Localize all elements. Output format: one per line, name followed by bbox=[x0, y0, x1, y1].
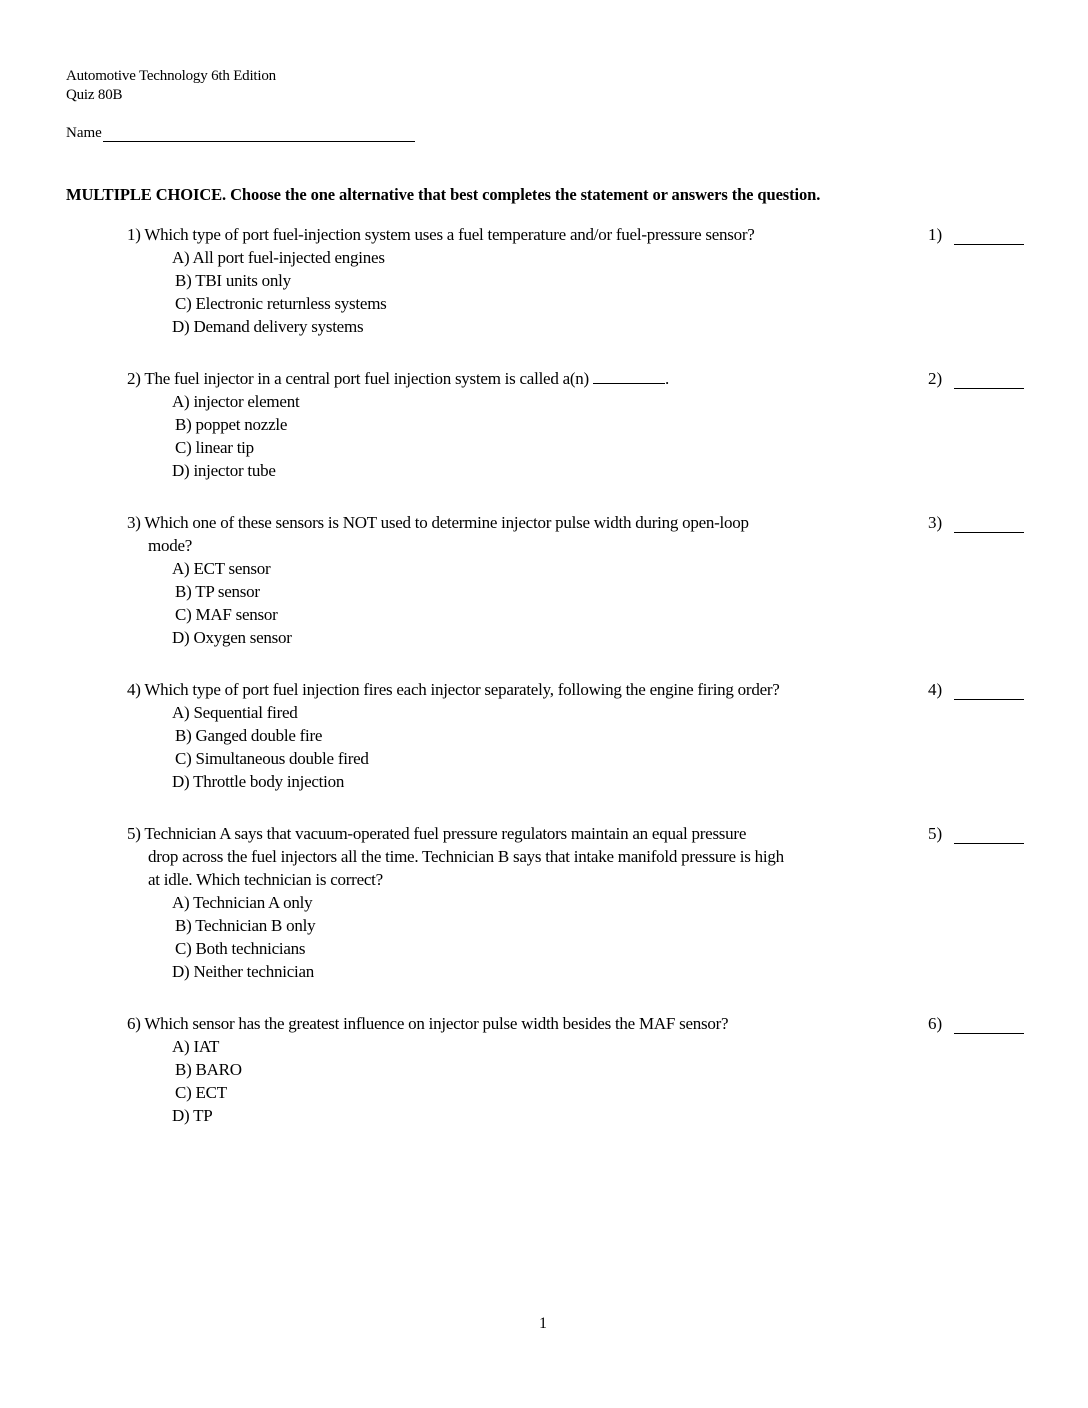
document-title: Automotive Technology 6th Edition bbox=[66, 68, 276, 84]
choice-a: A) Technician A only bbox=[172, 893, 313, 912]
question-stem bbox=[127, 367, 917, 390]
choice-d: D) Demand delivery systems bbox=[172, 317, 364, 336]
name-field bbox=[66, 125, 415, 142]
choice-a: A) IAT bbox=[172, 1037, 220, 1056]
instructions: MULTIPLE CHOICE. Choose the one alternative that best completes the statement or answers the question. bbox=[66, 185, 821, 204]
choice-a: A) ECT sensor bbox=[172, 559, 271, 578]
answer-label: 3) bbox=[928, 513, 943, 532]
choice-b: B) TP sensor bbox=[175, 582, 260, 601]
answer-blank[interactable] bbox=[954, 515, 1024, 533]
name-label: Name bbox=[66, 125, 102, 141]
question-stem-continued: at idle. Which technician is correct? bbox=[148, 870, 383, 889]
choice-d: D) TP bbox=[172, 1106, 213, 1125]
answer-slot-2 bbox=[928, 369, 1024, 389]
choice-c: C) linear tip bbox=[175, 438, 254, 457]
choice-b: B) BARO bbox=[175, 1060, 242, 1079]
answer-label: 6) bbox=[928, 1014, 943, 1033]
answer-slot-4 bbox=[928, 680, 1024, 700]
answer-label: 2) bbox=[928, 369, 943, 388]
question-stem-continued: mode? bbox=[148, 536, 193, 555]
question-3 bbox=[127, 511, 917, 649]
answer-slot-1 bbox=[928, 225, 1024, 245]
answer-blank[interactable] bbox=[954, 227, 1024, 245]
choice-b: B) Technician B only bbox=[175, 916, 316, 935]
answer-slot-6 bbox=[928, 1014, 1024, 1034]
question-1 bbox=[127, 223, 917, 338]
question-stem: 4) Which type of port fuel injection fires each injector separately, following the engine firing order? bbox=[127, 680, 780, 699]
answer-label: 1) bbox=[928, 225, 943, 244]
choice-c: C) ECT bbox=[175, 1083, 227, 1102]
choice-b: B) TBI units only bbox=[175, 271, 291, 290]
answer-label: 5) bbox=[928, 824, 943, 843]
choice-a: A) All port fuel-injected engines bbox=[172, 248, 385, 267]
choice-c: C) MAF sensor bbox=[175, 605, 278, 624]
question-stem: 6) Which sensor has the greatest influence on injector pulse width besides the MAF sensor? bbox=[127, 1014, 729, 1033]
answer-slot-3 bbox=[928, 513, 1024, 533]
inline-blank bbox=[593, 369, 665, 384]
choice-d: D) Throttle body injection bbox=[172, 772, 345, 791]
choice-d: D) injector tube bbox=[172, 461, 276, 480]
answer-blank[interactable] bbox=[954, 826, 1024, 844]
question-stem: 5) Technician A says that vacuum-operated fuel pressure regulators maintain an equal pressure bbox=[127, 824, 747, 843]
question-6 bbox=[127, 1012, 917, 1127]
answer-slot-5 bbox=[928, 824, 1024, 844]
question-stem-continued: drop across the fuel injectors all the time. Technician B says that intake manifold pressure is high bbox=[148, 847, 784, 866]
choice-c: C) Both technicians bbox=[175, 939, 306, 958]
answer-blank[interactable] bbox=[954, 682, 1024, 700]
question-stem-text: 2) The fuel injector in a central port fuel injection system is called a(n) bbox=[127, 369, 593, 388]
choice-d: D) Oxygen sensor bbox=[172, 628, 292, 647]
answer-label: 4) bbox=[928, 680, 943, 699]
question-stem: 1) Which type of port fuel-injection system uses a fuel temperature and/or fuel-pressure sensor? bbox=[127, 225, 755, 244]
choice-c: C) Simultaneous double fired bbox=[175, 749, 369, 768]
question-5 bbox=[127, 822, 917, 983]
quiz-label: Quiz 80B bbox=[66, 87, 123, 103]
choice-c: C) Electronic returnless systems bbox=[175, 294, 387, 313]
question-4 bbox=[127, 678, 917, 793]
choice-d: D) Neither technician bbox=[172, 962, 315, 981]
answer-blank[interactable] bbox=[954, 371, 1024, 389]
question-stem: 3) Which one of these sensors is NOT used to determine injector pulse width during open-loop bbox=[127, 513, 749, 532]
choice-a: A) injector element bbox=[172, 392, 300, 411]
question-stem-end: . bbox=[664, 369, 669, 388]
name-blank-line[interactable] bbox=[103, 125, 415, 142]
choice-a: A) Sequential fired bbox=[172, 703, 298, 722]
question-2 bbox=[127, 367, 917, 482]
page-number: 1 bbox=[539, 1315, 547, 1332]
choice-b: B) poppet nozzle bbox=[175, 415, 288, 434]
answer-blank[interactable] bbox=[954, 1016, 1024, 1034]
choice-b: B) Ganged double fire bbox=[175, 726, 323, 745]
